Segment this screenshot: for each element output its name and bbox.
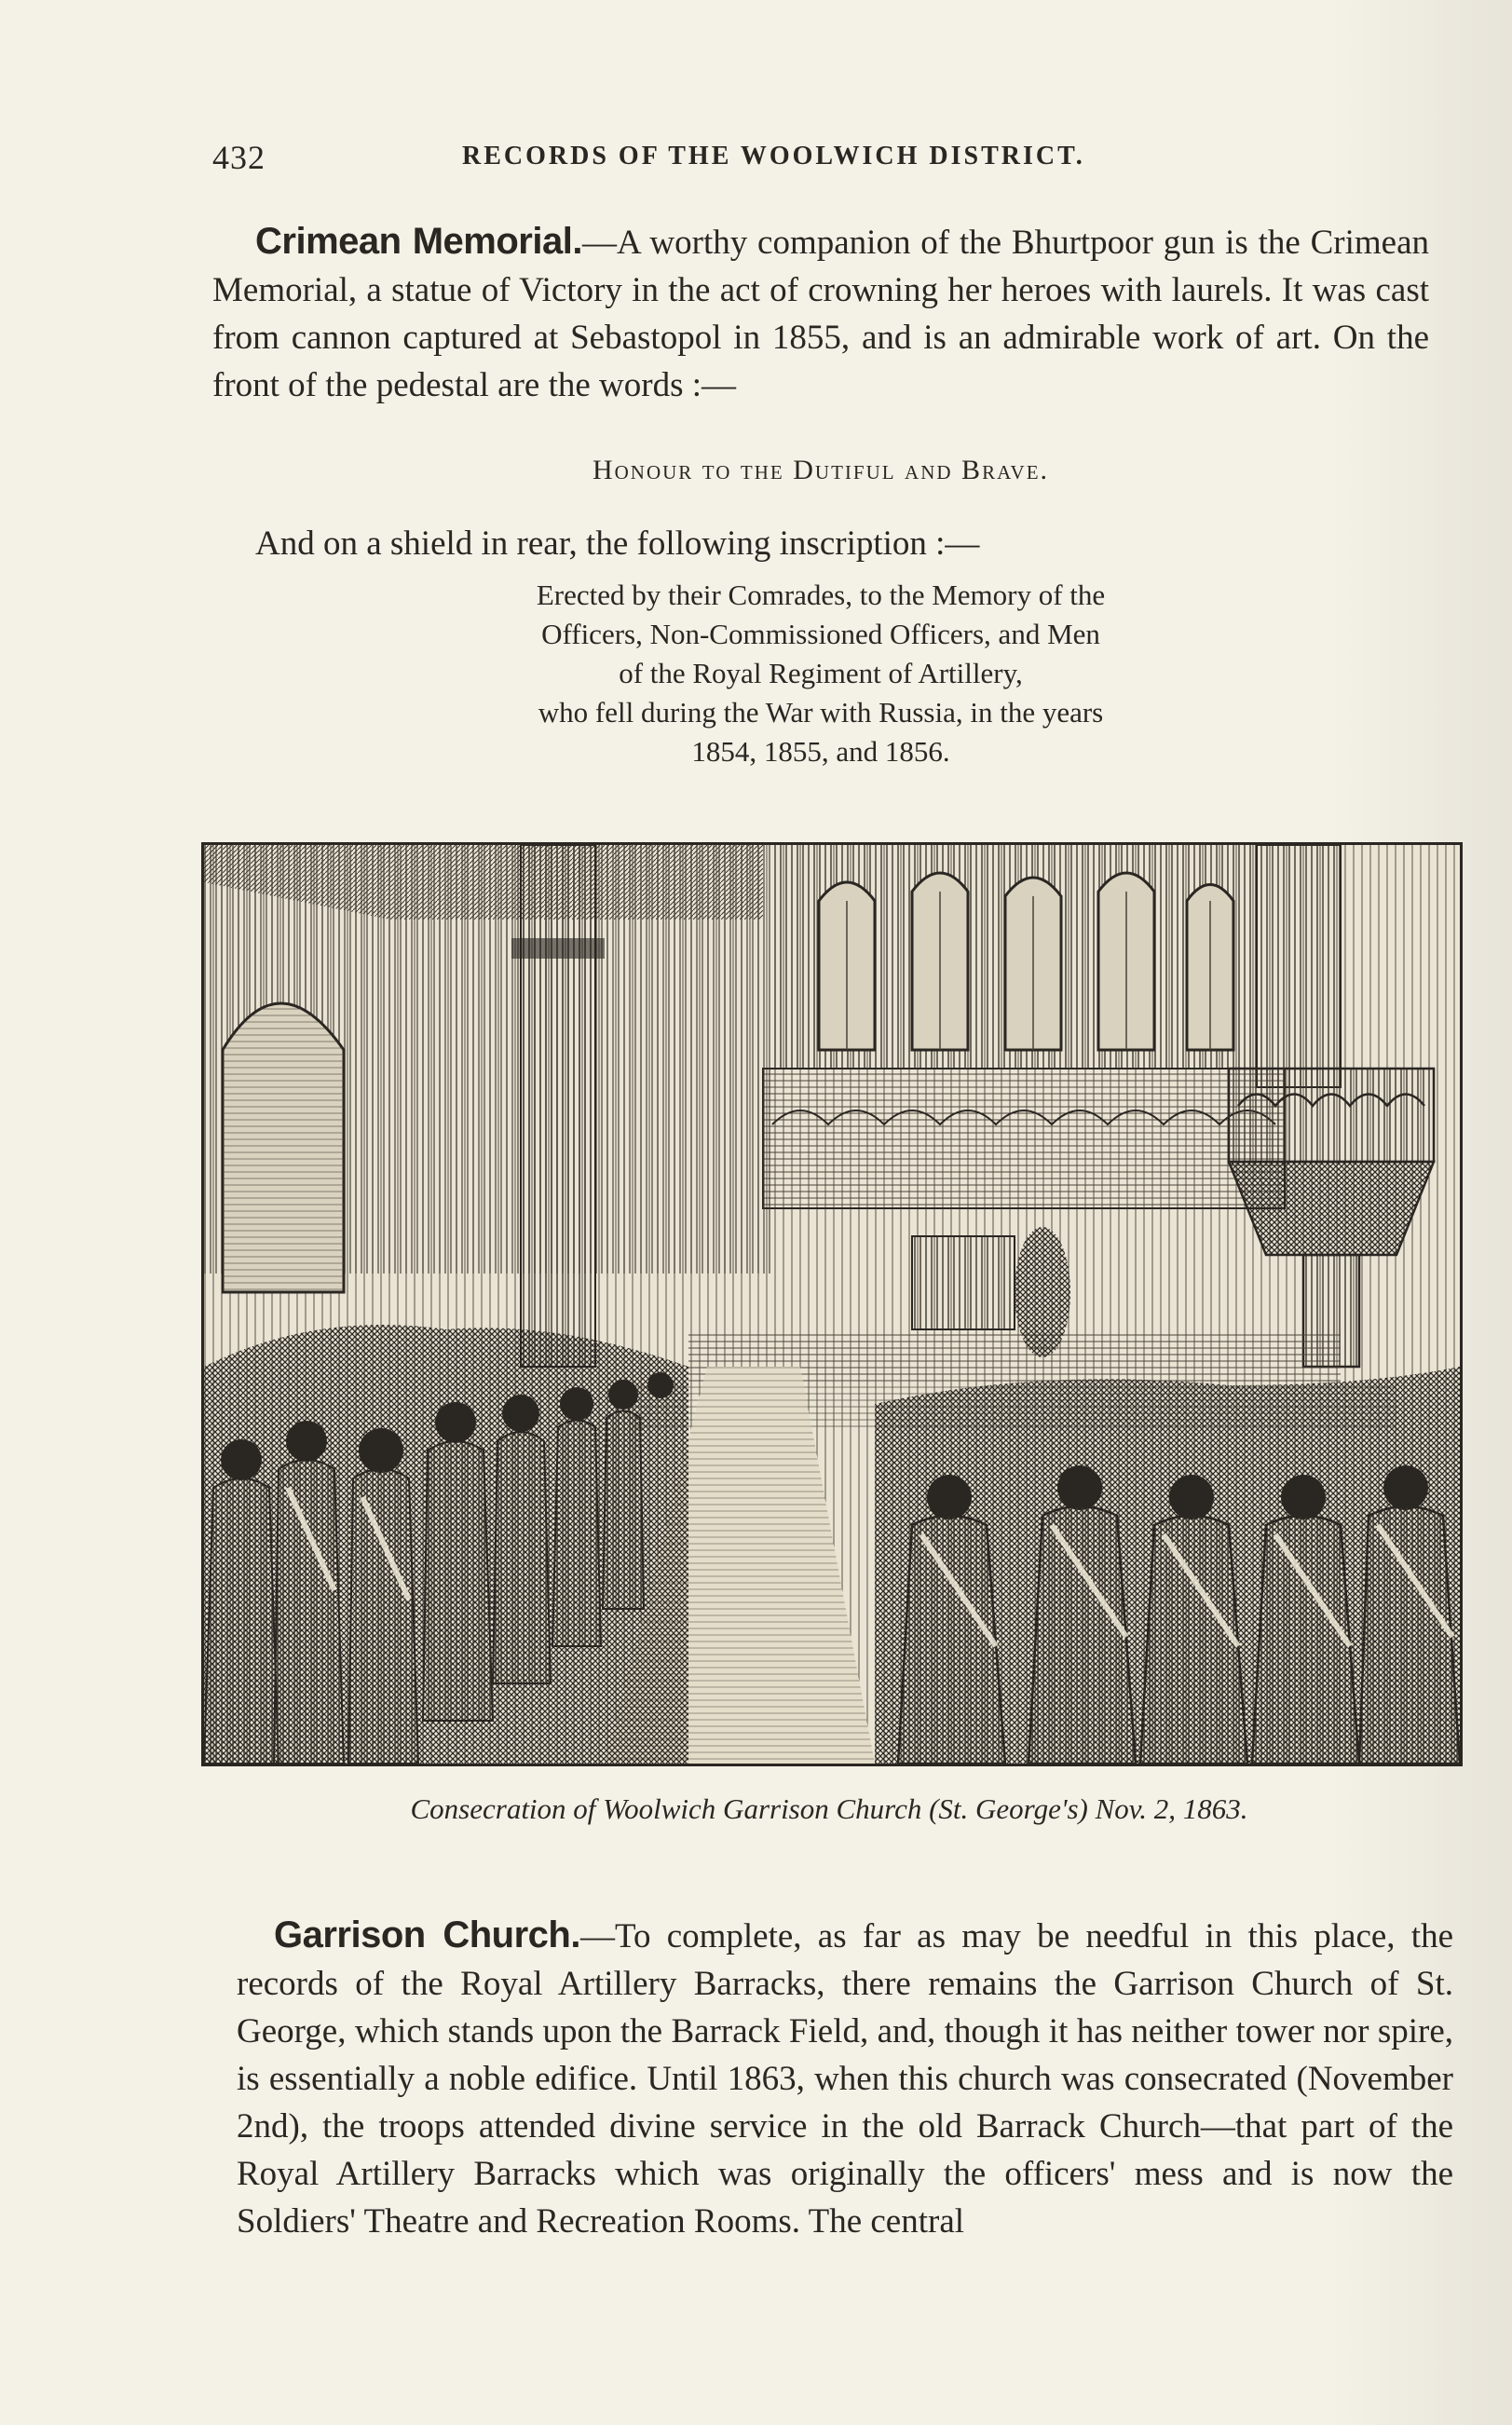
shield-inscription	[212, 576, 1429, 771]
page-header	[212, 138, 1163, 184]
inscription-line: of the Royal Regiment of Artillery,	[619, 657, 1023, 689]
crimean-memorial-text: —A worthy companion of the Bhurtpoor gun is the Crimean Memorial, a statue of Victory in the act of crowning her heroes with laurels. It was cast from cannon captured at Sebastopol in 1855, and is an admirable work of art. On the front of the pedestal are the words :—	[212, 224, 1429, 404]
inscription-line: 1854, 1855, and 1856.	[691, 735, 950, 768]
church-consecration-engraving	[201, 842, 1463, 1766]
inscription-line: Officers, Non-Commissioned Officers, and Men	[541, 618, 1100, 650]
pedestal-motto: Honour to the Dutiful and Brave.	[592, 455, 1050, 485]
crimean-memorial-heading: Crimean Memorial.	[255, 221, 582, 262]
inscription-line: Erected by their Comrades, to the Memory of the	[536, 579, 1106, 611]
shield-intro-line: And on a shield in rear, the following inscription :—	[255, 525, 980, 563]
figure-caption: Consecration of Woolwich Garrison Church (St. George's) Nov. 2, 1863.	[410, 1792, 1248, 1825]
garrison-church-text: —To complete, as far as may be needful in this place, the records of the Royal Artillery Barracks, there remains the Garrison Church of St. George, which stands upon the Barrack Field, and, though it has neither tower nor spire, is essentially a noble edifice. Until 1863, when this church was consecrated (November 2nd), the troops attended divine service in the old Barrack Church—that part of the Royal Artillery Barracks which was originally the officers' mess and is now the Soldiers' Theatre and Recreation Rooms. The central	[237, 1917, 1453, 2241]
inscription-line: who fell during the War with Russia, in the years	[538, 696, 1104, 729]
garrison-church-paragraph	[237, 1912, 1453, 2245]
running-head: RECORDS OF THE WOOLWICH DISTRICT.	[462, 142, 1085, 170]
engraving-illustration	[204, 845, 1460, 1764]
crimean-memorial-paragraph	[212, 218, 1429, 409]
page-number: 432	[212, 139, 266, 176]
garrison-church-heading: Garrison Church.	[274, 1914, 580, 1955]
